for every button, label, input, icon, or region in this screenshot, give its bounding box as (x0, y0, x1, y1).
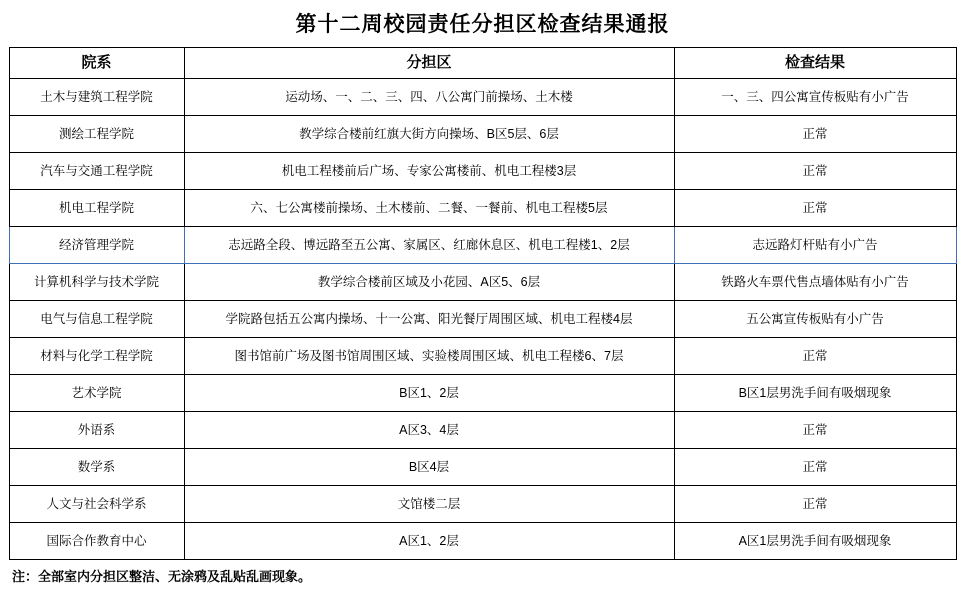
column-header-area: 分担区 (184, 48, 674, 79)
footnote: 注：全部室内分担区整洁、无涂鸦及乱贴乱画现象。 (12, 569, 312, 584)
cell-area: 运动场、一、二、三、四、八公寓门前操场、土木楼 (184, 79, 674, 116)
cell-result: 正常 (674, 190, 956, 227)
cell-department: 国际合作教育中心 (9, 523, 184, 560)
cell-department: 土木与建筑工程学院 (9, 79, 184, 116)
cell-department: 电气与信息工程学院 (9, 301, 184, 338)
cell-result: 五公寓宣传板贴有小广告 (674, 301, 956, 338)
table-row (9, 153, 956, 190)
table-row (9, 338, 956, 375)
cell-department: 艺术学院 (9, 375, 184, 412)
cell-department: 外语系 (9, 412, 184, 449)
table-row (9, 190, 956, 227)
cell-result: 正常 (674, 338, 956, 375)
table-row-selected (9, 227, 956, 264)
cell-result: 志远路灯杆贴有小广告 (674, 227, 956, 264)
cell-area: 教学综合楼前红旗大街方向操场、B区5层、6层 (184, 116, 674, 153)
table-row (9, 116, 956, 153)
cell-department: 计算机科学与技术学院 (9, 264, 184, 301)
cell-area: 机电工程楼前后广场、专家公寓楼前、机电工程楼3层 (184, 153, 674, 190)
cell-department: 材料与化学工程学院 (9, 338, 184, 375)
cell-area: 图书馆前广场及图书馆周围区域、实验楼周围区域、机电工程楼6、7层 (184, 338, 674, 375)
cell-department: 数学系 (9, 449, 184, 486)
cell-result: 正常 (674, 412, 956, 449)
cell-department: 机电工程学院 (9, 190, 184, 227)
table-row (9, 79, 956, 116)
cell-area: 学院路包括五公寓内操场、十一公寓、阳光餐厅周围区域、机电工程楼4层 (184, 301, 674, 338)
cell-area: 六、七公寓楼前操场、土木楼前、二餐、一餐前、机电工程楼5层 (184, 190, 674, 227)
cell-result: A区1层男洗手间有吸烟现象 (674, 523, 956, 560)
cell-result: B区1层男洗手间有吸烟现象 (674, 375, 956, 412)
cell-result: 一、三、四公寓宣传板贴有小广告 (674, 79, 956, 116)
page-title: 第十二周校园责任分担区检查结果通报 (295, 12, 670, 36)
table-row (9, 523, 956, 560)
table-row (9, 449, 956, 486)
cell-department: 人文与社会科学系 (9, 486, 184, 523)
inspection-results-table (9, 47, 957, 560)
cell-area: 教学综合楼前区域及小花园、A区5、6层 (184, 264, 674, 301)
table-row (9, 375, 956, 412)
table-row (9, 264, 956, 301)
cell-result: 正常 (674, 116, 956, 153)
table-body (9, 79, 956, 560)
cell-result: 正常 (674, 486, 956, 523)
cell-result: 正常 (674, 449, 956, 486)
cell-area: 志远路全段、博远路至五公寓、家属区、红廊休息区、机电工程楼1、2层 (184, 227, 674, 264)
column-header-department: 院系 (9, 48, 184, 79)
column-header-result: 检查结果 (674, 48, 956, 79)
table-header-row (9, 48, 956, 79)
cell-department: 测绘工程学院 (9, 116, 184, 153)
table-row (9, 486, 956, 523)
cell-department: 汽车与交通工程学院 (9, 153, 184, 190)
table-row (9, 301, 956, 338)
cell-area: A区1、2层 (184, 523, 674, 560)
cell-area: B区1、2层 (184, 375, 674, 412)
table-header (9, 48, 956, 79)
cell-result: 铁路火车票代售点墙体贴有小广告 (674, 264, 956, 301)
cell-area: B区4层 (184, 449, 674, 486)
cell-area: 文馆楼二层 (184, 486, 674, 523)
cell-result: 正常 (674, 153, 956, 190)
cell-department: 经济管理学院 (9, 227, 184, 264)
table-row (9, 412, 956, 449)
cell-area: A区3、4层 (184, 412, 674, 449)
